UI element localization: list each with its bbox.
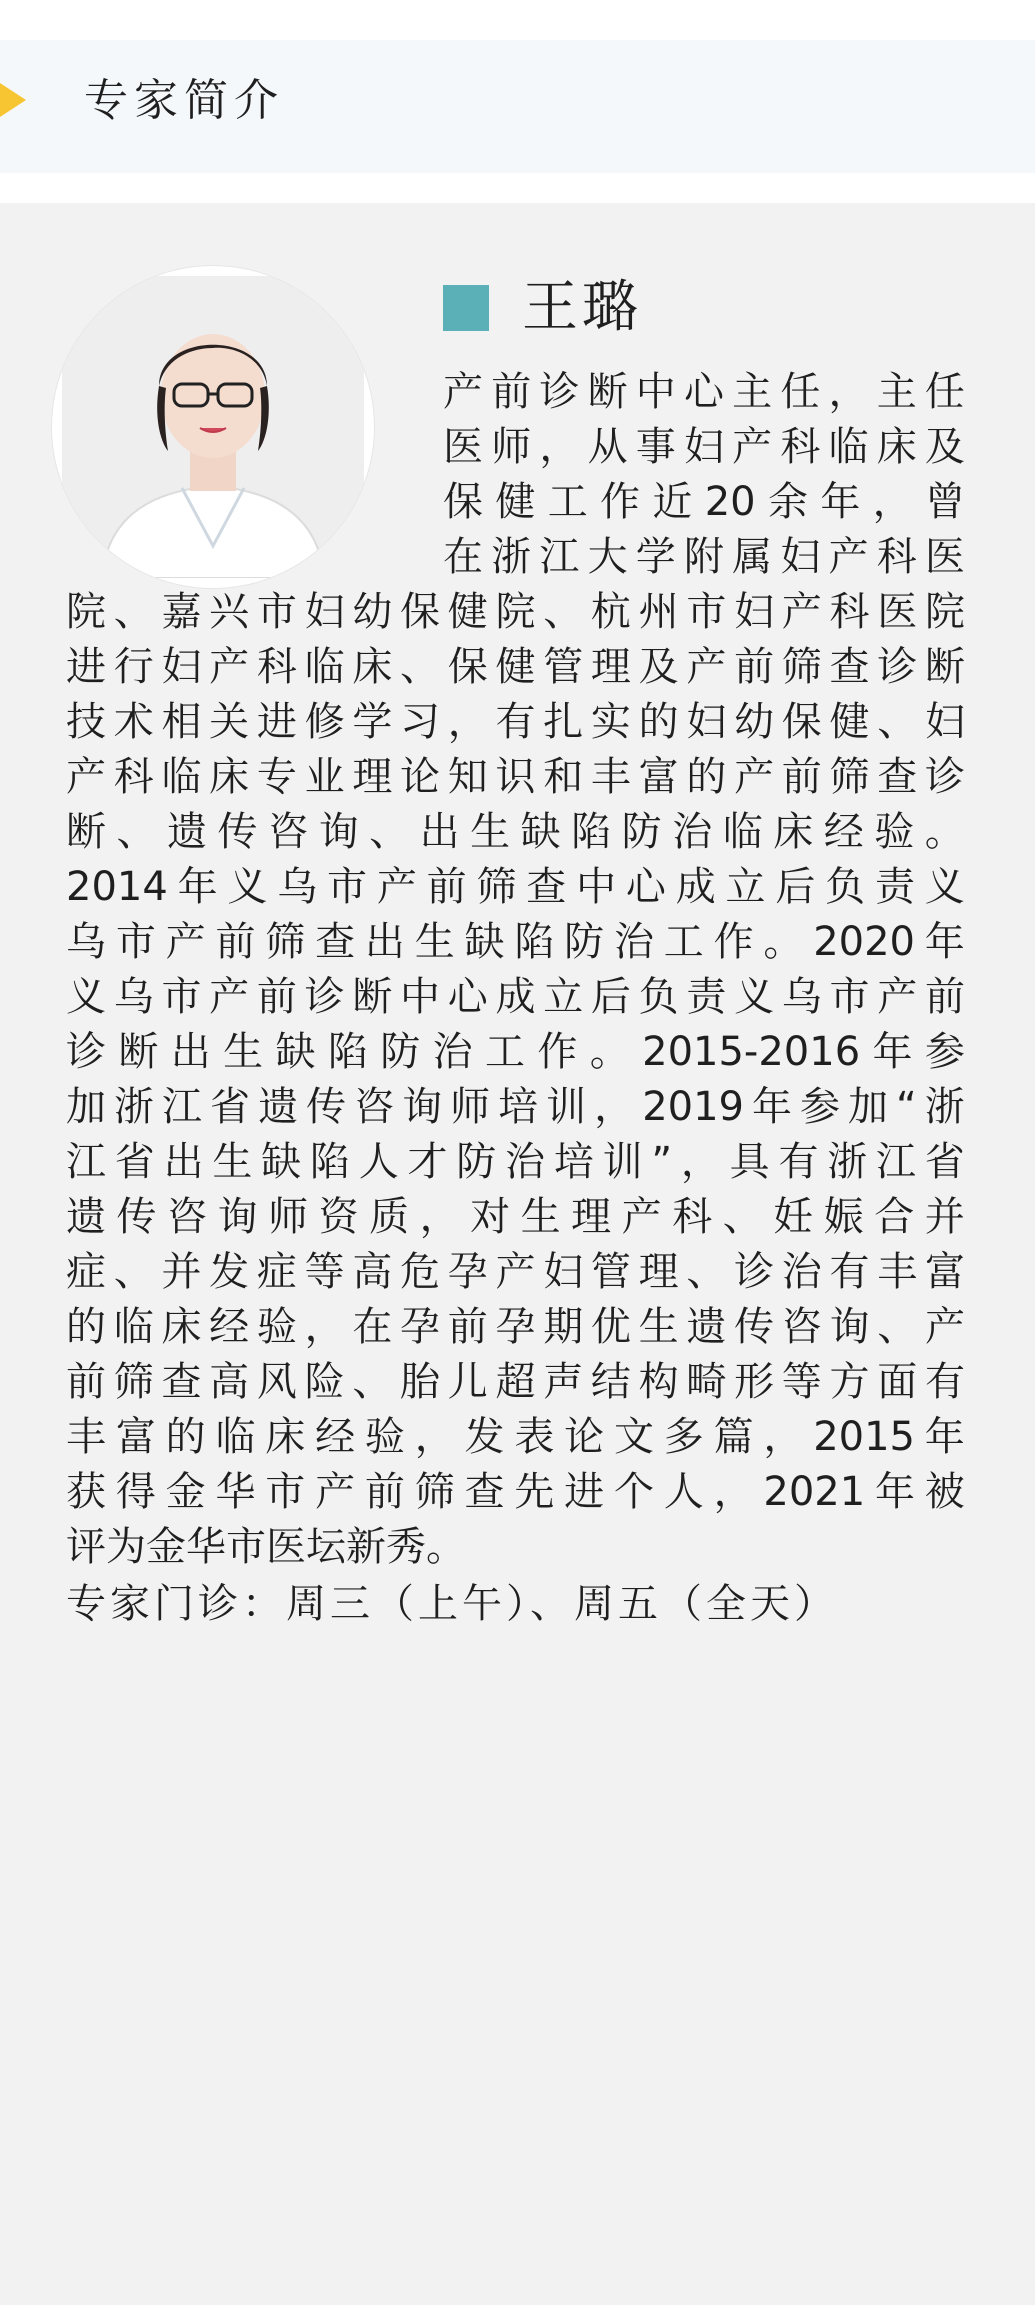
bio-line: 乌 市 产 前 筛 查 出 生 缺 陷 防 治 工 作 。 2020 年 (66, 919, 965, 965)
bio-line: 在 浙 江 大 学 附 属 妇 产 科 医 (443, 534, 965, 580)
bio-line: 获 得 金 华 市 产 前 筛 查 先 进 个 人 ， 2021 年 被 (66, 1469, 965, 1515)
bio-line: 产 科 临 床 专 业 理 论 知 识 和 丰 富 的 产 前 筛 查 诊 (66, 754, 965, 800)
bio-line: 保 健 工 作 近 20 余 年 ， 曾 (443, 479, 965, 525)
bio-line: 评 为 金 华 市 医 坛 新 秀 。 (66, 1524, 466, 1570)
bio-line: 进 行 妇 产 科 临 床 、 保 健 管 理 及 产 前 筛 查 诊 断 (66, 644, 965, 690)
bio-line: 断 、 遗 传 咨 询 、 出 生 缺 陷 防 治 临 床 经 验 。 (66, 809, 965, 855)
bio-line: 义 乌 市 产 前 诊 断 中 心 成 立 后 负 责 义 乌 市 产 前 (66, 974, 965, 1020)
bio-line: 院 、 嘉 兴 市 妇 幼 保 健 院 、 杭 州 市 妇 产 科 医 院 (66, 589, 965, 635)
bio-line: 医 师 ， 从 事 妇 产 科 临 床 及 (443, 424, 965, 470)
doctor-portrait-icon (62, 276, 364, 578)
play-triangle-icon (0, 83, 26, 117)
bio-line: 江 省 出 生 缺 陷 人 才 防 治 培 训 ” ， 具 有 浙 江 省 (66, 1139, 965, 1185)
bio-line: 遗 传 咨 询 师 资 质 ， 对 生 理 产 科 、 妊 娠 合 并 (66, 1194, 965, 1240)
bio-line: 前 筛 查 高 风 险 、 胎 儿 超 声 结 构 畸 形 等 方 面 有 (66, 1359, 965, 1405)
bio-line: 加 浙 江 省 遗 传 咨 询 师 培 训 ， 2019 年 参 加 “ 浙 (66, 1084, 965, 1130)
bio-line: 产 前 诊 断 中 心 主 任 ， 主 任 (443, 369, 965, 415)
section-title: 专家简介 (84, 75, 284, 126)
bio-line: 2014 年 义 乌 市 产 前 筛 查 中 心 成 立 后 负 责 义 (66, 864, 965, 910)
clinic-schedule: 专家门诊：周三（上午）、周五（全天） (66, 1581, 838, 1627)
bio-line: 丰 富 的 临 床 经 验 ， 发 表 论 文 多 篇 ， 2015 年 (66, 1414, 965, 1460)
bio-line: 技 术 相 关 进 修 学 习 ， 有 扎 实 的 妇 幼 保 健 、 妇 (66, 699, 965, 745)
square-marker-icon (443, 285, 489, 331)
bio-line: 诊 断 出 生 缺 陷 防 治 工 作 。 2015-2016 年 参 (66, 1029, 965, 1075)
expert-avatar (52, 266, 374, 588)
bio-line: 的 临 床 经 验 ， 在 孕 前 孕 期 优 生 遗 传 咨 询 、 产 (66, 1304, 965, 1350)
bio-line: 症 、 并 发 症 等 高 危 孕 产 妇 管 理 、 诊 治 有 丰 富 (66, 1249, 965, 1295)
expert-name: 王璐 (522, 275, 642, 340)
